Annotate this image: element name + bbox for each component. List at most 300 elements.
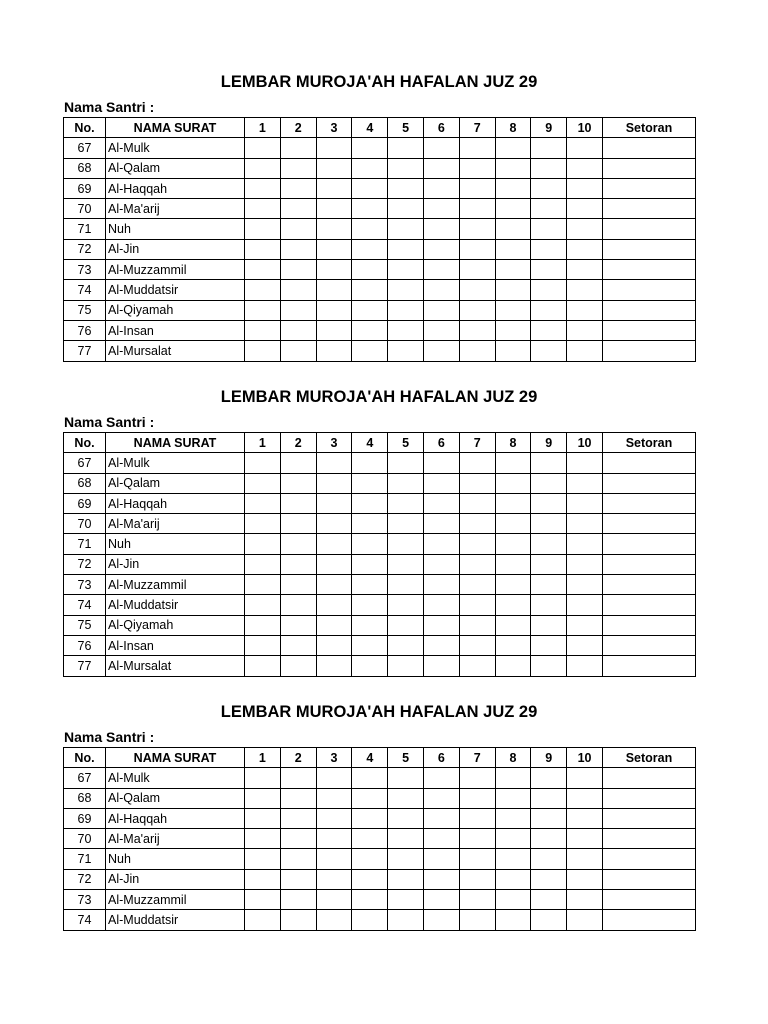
setoran-cell bbox=[602, 829, 695, 849]
repetition-cell bbox=[495, 199, 531, 219]
surah-number: 69 bbox=[64, 808, 106, 828]
setoran-cell bbox=[602, 635, 695, 655]
repetition-cell bbox=[567, 849, 603, 869]
repetition-cell bbox=[531, 341, 567, 361]
repetition-cell bbox=[567, 575, 603, 595]
repetition-cell bbox=[388, 514, 424, 534]
repetition-cell bbox=[280, 575, 316, 595]
column-header: 6 bbox=[423, 118, 459, 138]
surah-name: Al-Ma'arij bbox=[106, 514, 245, 534]
repetition-cell bbox=[352, 341, 388, 361]
surah-name: Al-Haqqah bbox=[106, 493, 245, 513]
column-header: 10 bbox=[567, 433, 603, 453]
repetition-cell bbox=[352, 595, 388, 615]
repetition-cell bbox=[352, 280, 388, 300]
column-header: 1 bbox=[245, 433, 281, 453]
sheet-1 bbox=[63, 71, 695, 362]
surah-name: Al-Jin bbox=[106, 239, 245, 259]
repetition-cell bbox=[459, 320, 495, 340]
repetition-cell bbox=[316, 910, 352, 930]
table-row bbox=[64, 473, 696, 493]
column-header: 5 bbox=[388, 748, 424, 768]
repetition-cell bbox=[245, 595, 281, 615]
setoran-cell bbox=[602, 575, 695, 595]
surah-name: Al-Mulk bbox=[106, 453, 245, 473]
repetition-cell bbox=[567, 239, 603, 259]
repetition-cell bbox=[567, 138, 603, 158]
setoran-cell bbox=[602, 260, 695, 280]
setoran-cell bbox=[602, 341, 695, 361]
repetition-cell bbox=[316, 615, 352, 635]
repetition-cell bbox=[567, 158, 603, 178]
repetition-cell bbox=[459, 788, 495, 808]
column-header: 4 bbox=[352, 748, 388, 768]
repetition-cell bbox=[316, 239, 352, 259]
repetition-cell bbox=[316, 656, 352, 676]
repetition-cell bbox=[531, 239, 567, 259]
repetition-cell bbox=[567, 199, 603, 219]
surah-name: Al-Haqqah bbox=[106, 178, 245, 198]
surah-number: 70 bbox=[64, 829, 106, 849]
column-header: Setoran bbox=[602, 748, 695, 768]
repetition-cell bbox=[423, 635, 459, 655]
repetition-cell bbox=[316, 138, 352, 158]
repetition-cell bbox=[352, 473, 388, 493]
table-row bbox=[64, 595, 696, 615]
repetition-cell bbox=[388, 808, 424, 828]
repetition-cell bbox=[388, 575, 424, 595]
repetition-cell bbox=[423, 158, 459, 178]
repetition-cell bbox=[459, 239, 495, 259]
repetition-cell bbox=[459, 635, 495, 655]
surah-number: 73 bbox=[64, 260, 106, 280]
surah-name: Al-Jin bbox=[106, 554, 245, 574]
table-row bbox=[64, 493, 696, 513]
repetition-cell bbox=[280, 473, 316, 493]
setoran-cell bbox=[602, 808, 695, 828]
repetition-cell bbox=[495, 808, 531, 828]
repetition-cell bbox=[495, 575, 531, 595]
repetition-cell bbox=[352, 178, 388, 198]
repetition-cell bbox=[352, 829, 388, 849]
column-header: 7 bbox=[459, 118, 495, 138]
table-row bbox=[64, 829, 696, 849]
repetition-cell bbox=[567, 829, 603, 849]
repetition-cell bbox=[459, 615, 495, 635]
repetition-cell bbox=[531, 575, 567, 595]
repetition-cell bbox=[280, 768, 316, 788]
repetition-cell bbox=[495, 473, 531, 493]
repetition-cell bbox=[316, 178, 352, 198]
repetition-cell bbox=[423, 808, 459, 828]
repetition-cell bbox=[567, 493, 603, 513]
setoran-cell bbox=[602, 910, 695, 930]
memorization-table bbox=[63, 117, 696, 362]
repetition-cell bbox=[388, 300, 424, 320]
table-row bbox=[64, 910, 696, 930]
column-header: 5 bbox=[388, 433, 424, 453]
sheet-title: LEMBAR MUROJA'AH HAFALAN JUZ 29 bbox=[220, 703, 538, 721]
repetition-cell bbox=[459, 890, 495, 910]
repetition-cell bbox=[388, 615, 424, 635]
column-header: NAMA SURAT bbox=[106, 118, 245, 138]
repetition-cell bbox=[352, 300, 388, 320]
repetition-cell bbox=[459, 514, 495, 534]
repetition-cell bbox=[531, 514, 567, 534]
repetition-cell bbox=[352, 869, 388, 889]
repetition-cell bbox=[567, 869, 603, 889]
repetition-cell bbox=[352, 575, 388, 595]
repetition-cell bbox=[388, 595, 424, 615]
repetition-cell bbox=[352, 768, 388, 788]
repetition-cell bbox=[531, 534, 567, 554]
repetition-cell bbox=[459, 534, 495, 554]
table-row bbox=[64, 849, 696, 869]
repetition-cell bbox=[531, 829, 567, 849]
repetition-cell bbox=[245, 788, 281, 808]
table-row bbox=[64, 890, 696, 910]
repetition-cell bbox=[459, 768, 495, 788]
repetition-cell bbox=[388, 890, 424, 910]
repetition-cell bbox=[531, 453, 567, 473]
setoran-cell bbox=[602, 869, 695, 889]
repetition-cell bbox=[388, 869, 424, 889]
repetition-cell bbox=[280, 534, 316, 554]
sheet-title: LEMBAR MUROJA'AH HAFALAN JUZ 29 bbox=[220, 73, 538, 91]
surah-number: 69 bbox=[64, 178, 106, 198]
column-header: No. bbox=[64, 433, 106, 453]
repetition-cell bbox=[316, 869, 352, 889]
surah-name: Nuh bbox=[106, 534, 245, 554]
repetition-cell bbox=[388, 788, 424, 808]
repetition-cell bbox=[280, 239, 316, 259]
repetition-cell bbox=[423, 595, 459, 615]
surah-number: 74 bbox=[64, 280, 106, 300]
sheet-title: LEMBAR MUROJA'AH HAFALAN JUZ 29 bbox=[220, 388, 538, 406]
repetition-cell bbox=[245, 260, 281, 280]
repetition-cell bbox=[316, 199, 352, 219]
repetition-cell bbox=[280, 635, 316, 655]
repetition-cell bbox=[280, 615, 316, 635]
repetition-cell bbox=[245, 138, 281, 158]
repetition-cell bbox=[280, 829, 316, 849]
repetition-cell bbox=[280, 595, 316, 615]
surah-name: Al-Muddatsir bbox=[106, 280, 245, 300]
surah-number: 72 bbox=[64, 554, 106, 574]
repetition-cell bbox=[316, 219, 352, 239]
repetition-cell bbox=[531, 300, 567, 320]
repetition-cell bbox=[495, 910, 531, 930]
column-header: 3 bbox=[316, 433, 352, 453]
repetition-cell bbox=[495, 768, 531, 788]
repetition-cell bbox=[388, 473, 424, 493]
surah-number: 68 bbox=[64, 158, 106, 178]
repetition-cell bbox=[495, 219, 531, 239]
column-header: 4 bbox=[352, 118, 388, 138]
repetition-cell bbox=[423, 260, 459, 280]
table-row bbox=[64, 138, 696, 158]
repetition-cell bbox=[567, 635, 603, 655]
repetition-cell bbox=[423, 554, 459, 574]
repetition-cell bbox=[423, 534, 459, 554]
repetition-cell bbox=[531, 635, 567, 655]
repetition-cell bbox=[388, 554, 424, 574]
table-row bbox=[64, 788, 696, 808]
surah-name: Al-Muzzammil bbox=[106, 260, 245, 280]
repetition-cell bbox=[567, 534, 603, 554]
repetition-cell bbox=[495, 300, 531, 320]
surah-name: Al-Muddatsir bbox=[106, 595, 245, 615]
repetition-cell bbox=[567, 514, 603, 534]
repetition-cell bbox=[388, 199, 424, 219]
repetition-cell bbox=[531, 869, 567, 889]
repetition-cell bbox=[423, 219, 459, 239]
column-header: 1 bbox=[245, 748, 281, 768]
column-header: 2 bbox=[280, 433, 316, 453]
column-header: 6 bbox=[423, 433, 459, 453]
setoran-cell bbox=[602, 615, 695, 635]
table-row bbox=[64, 280, 696, 300]
repetition-cell bbox=[567, 178, 603, 198]
repetition-cell bbox=[531, 656, 567, 676]
repetition-cell bbox=[280, 199, 316, 219]
repetition-cell bbox=[567, 595, 603, 615]
setoran-cell bbox=[602, 514, 695, 534]
repetition-cell bbox=[245, 869, 281, 889]
repetition-cell bbox=[531, 910, 567, 930]
repetition-cell bbox=[459, 575, 495, 595]
surah-name: Al-Mursalat bbox=[106, 656, 245, 676]
repetition-cell bbox=[388, 280, 424, 300]
setoran-cell bbox=[602, 493, 695, 513]
repetition-cell bbox=[352, 656, 388, 676]
table-row bbox=[64, 453, 696, 473]
repetition-cell bbox=[245, 300, 281, 320]
repetition-cell bbox=[495, 635, 531, 655]
surah-number: 69 bbox=[64, 493, 106, 513]
repetition-cell bbox=[352, 453, 388, 473]
repetition-cell bbox=[567, 341, 603, 361]
repetition-cell bbox=[280, 260, 316, 280]
column-header: NAMA SURAT bbox=[106, 433, 245, 453]
repetition-cell bbox=[423, 788, 459, 808]
repetition-cell bbox=[280, 493, 316, 513]
repetition-cell bbox=[388, 635, 424, 655]
repetition-cell bbox=[245, 575, 281, 595]
repetition-cell bbox=[316, 890, 352, 910]
repetition-cell bbox=[495, 320, 531, 340]
repetition-cell bbox=[388, 849, 424, 869]
surah-number: 72 bbox=[64, 239, 106, 259]
repetition-cell bbox=[352, 554, 388, 574]
repetition-cell bbox=[459, 493, 495, 513]
repetition-cell bbox=[531, 260, 567, 280]
table-row bbox=[64, 514, 696, 534]
repetition-cell bbox=[531, 280, 567, 300]
repetition-cell bbox=[495, 595, 531, 615]
repetition-cell bbox=[495, 890, 531, 910]
table-row bbox=[64, 656, 696, 676]
memorization-table bbox=[63, 747, 696, 931]
repetition-cell bbox=[245, 514, 281, 534]
surah-number: 67 bbox=[64, 138, 106, 158]
repetition-cell bbox=[423, 910, 459, 930]
repetition-cell bbox=[388, 320, 424, 340]
setoran-cell bbox=[602, 300, 695, 320]
repetition-cell bbox=[245, 890, 281, 910]
repetition-cell bbox=[531, 615, 567, 635]
column-header: 9 bbox=[531, 748, 567, 768]
repetition-cell bbox=[423, 615, 459, 635]
repetition-cell bbox=[495, 260, 531, 280]
repetition-cell bbox=[423, 869, 459, 889]
surah-name: Al-Qalam bbox=[106, 788, 245, 808]
repetition-cell bbox=[245, 534, 281, 554]
repetition-cell bbox=[388, 829, 424, 849]
repetition-cell bbox=[423, 829, 459, 849]
table-row bbox=[64, 869, 696, 889]
table-row bbox=[64, 615, 696, 635]
student-name-label: Nama Santri : bbox=[64, 99, 155, 115]
repetition-cell bbox=[388, 178, 424, 198]
repetition-cell bbox=[495, 615, 531, 635]
repetition-cell bbox=[245, 554, 281, 574]
repetition-cell bbox=[495, 453, 531, 473]
surah-name: Nuh bbox=[106, 849, 245, 869]
repetition-cell bbox=[352, 219, 388, 239]
column-header: 7 bbox=[459, 433, 495, 453]
student-name-label: Nama Santri : bbox=[64, 414, 155, 430]
surah-number: 71 bbox=[64, 534, 106, 554]
repetition-cell bbox=[388, 656, 424, 676]
repetition-cell bbox=[531, 788, 567, 808]
setoran-cell bbox=[602, 849, 695, 869]
setoran-cell bbox=[602, 534, 695, 554]
repetition-cell bbox=[388, 219, 424, 239]
setoran-cell bbox=[602, 788, 695, 808]
repetition-cell bbox=[352, 635, 388, 655]
setoran-cell bbox=[602, 656, 695, 676]
surah-name: Al-Insan bbox=[106, 320, 245, 340]
repetition-cell bbox=[280, 138, 316, 158]
surah-number: 72 bbox=[64, 869, 106, 889]
repetition-cell bbox=[495, 239, 531, 259]
repetition-cell bbox=[316, 534, 352, 554]
surah-number: 77 bbox=[64, 656, 106, 676]
repetition-cell bbox=[316, 808, 352, 828]
repetition-cell bbox=[245, 768, 281, 788]
repetition-cell bbox=[567, 473, 603, 493]
column-header: 8 bbox=[495, 118, 531, 138]
repetition-cell bbox=[567, 320, 603, 340]
surah-number: 75 bbox=[64, 615, 106, 635]
column-header: 3 bbox=[316, 748, 352, 768]
repetition-cell bbox=[495, 554, 531, 574]
setoran-cell bbox=[602, 768, 695, 788]
repetition-cell bbox=[388, 138, 424, 158]
repetition-cell bbox=[245, 341, 281, 361]
repetition-cell bbox=[495, 514, 531, 534]
repetition-cell bbox=[352, 199, 388, 219]
surah-number: 68 bbox=[64, 473, 106, 493]
table-header-row bbox=[64, 433, 696, 453]
repetition-cell bbox=[495, 493, 531, 513]
repetition-cell bbox=[280, 514, 316, 534]
repetition-cell bbox=[423, 138, 459, 158]
repetition-cell bbox=[423, 280, 459, 300]
repetition-cell bbox=[459, 138, 495, 158]
repetition-cell bbox=[459, 453, 495, 473]
repetition-cell bbox=[245, 320, 281, 340]
column-header: 4 bbox=[352, 433, 388, 453]
repetition-cell bbox=[567, 453, 603, 473]
repetition-cell bbox=[280, 300, 316, 320]
repetition-cell bbox=[423, 514, 459, 534]
surah-number: 74 bbox=[64, 595, 106, 615]
repetition-cell bbox=[280, 320, 316, 340]
repetition-cell bbox=[352, 890, 388, 910]
surah-number: 73 bbox=[64, 575, 106, 595]
table-row bbox=[64, 808, 696, 828]
repetition-cell bbox=[280, 656, 316, 676]
repetition-cell bbox=[352, 158, 388, 178]
column-header: 7 bbox=[459, 748, 495, 768]
table-row bbox=[64, 300, 696, 320]
repetition-cell bbox=[531, 890, 567, 910]
repetition-cell bbox=[280, 788, 316, 808]
surah-name: Al-Ma'arij bbox=[106, 829, 245, 849]
setoran-cell bbox=[602, 473, 695, 493]
surah-name: Al-Mulk bbox=[106, 768, 245, 788]
repetition-cell bbox=[531, 320, 567, 340]
repetition-cell bbox=[423, 178, 459, 198]
repetition-cell bbox=[280, 453, 316, 473]
sheet-3 bbox=[63, 701, 695, 931]
repetition-cell bbox=[459, 178, 495, 198]
surah-name: Al-Ma'arij bbox=[106, 199, 245, 219]
table-row bbox=[64, 260, 696, 280]
repetition-cell bbox=[423, 320, 459, 340]
surah-number: 76 bbox=[64, 635, 106, 655]
surah-number: 71 bbox=[64, 219, 106, 239]
repetition-cell bbox=[388, 768, 424, 788]
repetition-cell bbox=[316, 320, 352, 340]
repetition-cell bbox=[245, 453, 281, 473]
surah-number: 68 bbox=[64, 788, 106, 808]
repetition-cell bbox=[567, 554, 603, 574]
repetition-cell bbox=[280, 869, 316, 889]
surah-name: Al-Mulk bbox=[106, 138, 245, 158]
repetition-cell bbox=[316, 453, 352, 473]
surah-name: Al-Insan bbox=[106, 635, 245, 655]
table-row bbox=[64, 534, 696, 554]
repetition-cell bbox=[459, 910, 495, 930]
repetition-cell bbox=[423, 199, 459, 219]
surah-name: Al-Qalam bbox=[106, 473, 245, 493]
surah-name: Al-Qiyamah bbox=[106, 615, 245, 635]
repetition-cell bbox=[567, 808, 603, 828]
repetition-cell bbox=[531, 199, 567, 219]
repetition-cell bbox=[280, 849, 316, 869]
surah-name: Al-Haqqah bbox=[106, 808, 245, 828]
repetition-cell bbox=[245, 178, 281, 198]
repetition-cell bbox=[495, 869, 531, 889]
repetition-cell bbox=[423, 575, 459, 595]
setoran-cell bbox=[602, 280, 695, 300]
repetition-cell bbox=[245, 849, 281, 869]
surah-name: Al-Muzzammil bbox=[106, 890, 245, 910]
table-row bbox=[64, 199, 696, 219]
